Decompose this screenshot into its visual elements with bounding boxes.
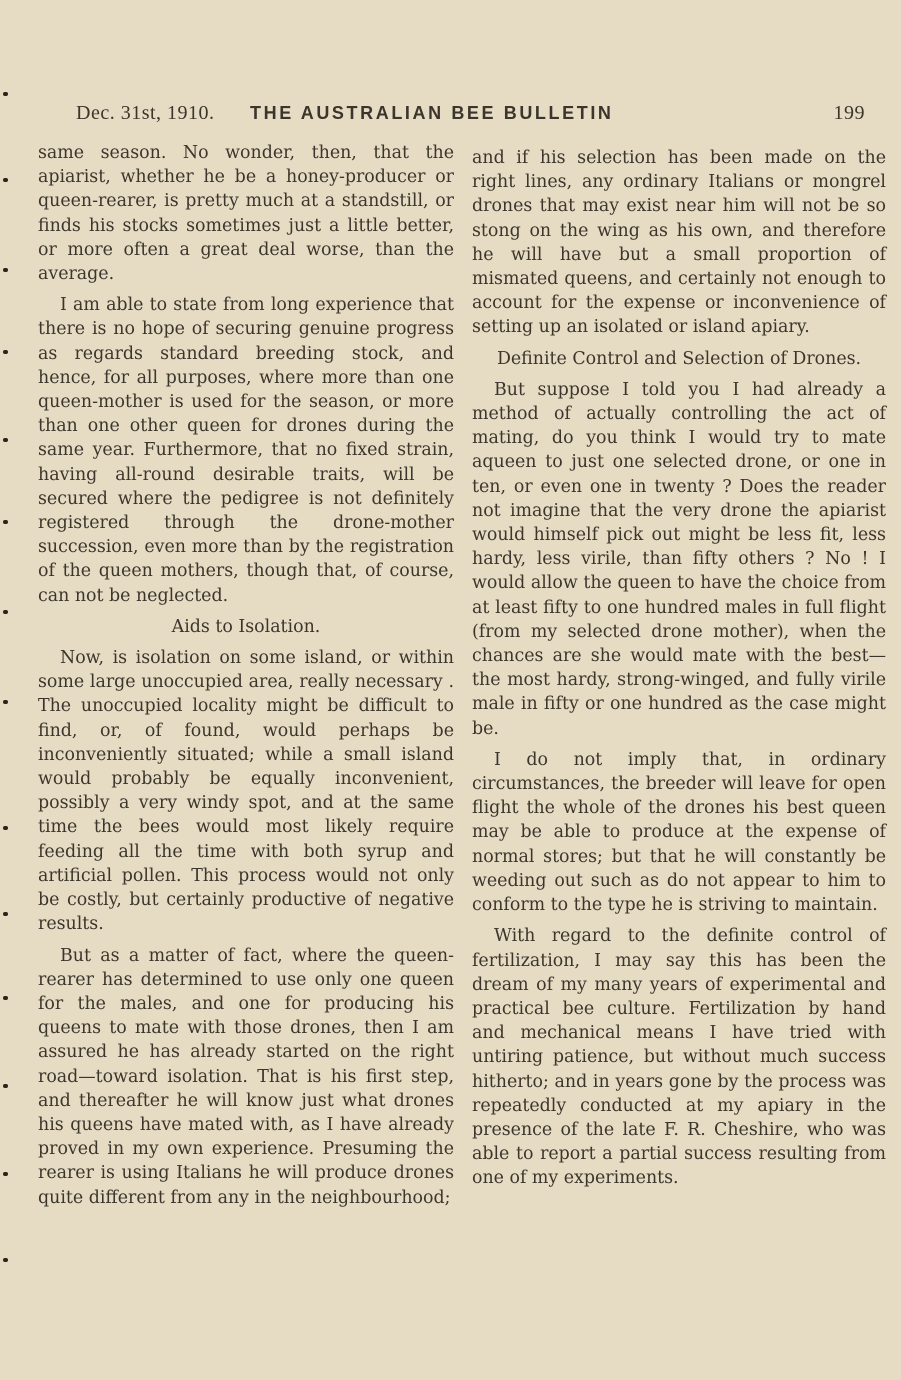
paragraph: I do not imply that, in ordinary circumstances, the breeder will leave for open flight the whole of the drones his best queen may be able to produce at the expense of normal stores; but that he will constantly be weeding out such as do not appear to him to conform to the type he is striving to maintain. bbox=[472, 749, 886, 916]
left-column bbox=[38, 141, 454, 1217]
journal-title: THE AUSTRALIAN BEE BULLETIN bbox=[250, 103, 614, 123]
paragraph: Now, is isolation on some island, or within some large unoccupied area, really necessary . The unoccupied locality might be difficult to find, or, of found, would perhaps be inconveniently situated; while a small island would probably be equally inconvenient, possibly a very windy spot, and at the same time the bees would most likely require feeding all the time with both syrup and artificial pollen. This process would not only be costly, but certainly productive of negative results. bbox=[38, 648, 454, 935]
running-header bbox=[76, 100, 865, 130]
paragraph: same season. No wonder, then, that the apiarist, whether he be a honey-producer or queen-rearer, is pretty much at a standstill, or finds his stocks sometimes just a little better, or more often a great deal worse, than the average. bbox=[38, 143, 454, 285]
section-heading: Aids to Isolation. bbox=[171, 616, 321, 637]
page-number: 199 bbox=[833, 102, 865, 124]
paragraph: But as a matter of fact, where the queen-rearer has determined to use only one queen for the males, and one for producing his queens to mate with those drones, then I am assured he has already started on the right road—toward isolation. That is his first step, and thereafter he will know just what drones his queens have mated with, as I have already proved in my own experience. Presuming the rearer is using Italians he will produce drones quite different from any in the neighbourhood; bbox=[38, 945, 454, 1208]
right-column bbox=[472, 146, 886, 1198]
paragraph: But suppose I told you I had already a method of actually controlling the act of mating, do you think I would try to mate aqueen to just one selected drone, or one in ten, or even one in twenty ? Does the reader not imagine that the very drone the apiarist would himself pick out might be less fit, less hardy, less virile, than fifty others ? No ! I would allow the queen to have the choice from at least fifty to one hundred males in full flight (from my selected drone mother), when the chances are she would mate with the best—the most hardy, strong-winged, and fully virile male in fifty or one hundred as the case might be. bbox=[472, 379, 886, 739]
section-heading: Definite Control and Selection of Drones. bbox=[496, 348, 862, 369]
paragraph: I am able to state from long experience that there is no hope of securing genuine progress as regards standard breeding stock, and hence, for all purposes, where more than one queen-mother is used for the season, or more than one other queen for drones during the same year. Furthermore, that no fixed strain, having all-round desirable traits, will be secured where the pedigree is not definitely registered through the drone-mother succession, even more than by the registration of the queen mothers, though that, of course, can not be neglected. bbox=[38, 295, 454, 606]
issue-date: Dec. 31st, 1910. bbox=[76, 102, 215, 124]
paragraph: With regard to the definite control of fertilization, I may say this has been the dream of my many years of experimental and practical bee culture. Fertilization by hand and mechanical means I have tried with untiring patience, but without much success hitherto; and in years gone by the process was repeatedly conducted at my apiary in the presence of the late F. R. Cheshire, who was able to report a partial success resulting from one of my experiments. bbox=[472, 926, 886, 1189]
paragraph: and if his selection has been made on the right lines, any ordinary Italians or mongrel drones that may exist near him will not be so stong on the wing as his own, and therefore he will have but a small proportion of mismated queens, and certainly not enough to account for the expense or inconvenience of setting up an isolated or island apiary. bbox=[472, 148, 886, 338]
